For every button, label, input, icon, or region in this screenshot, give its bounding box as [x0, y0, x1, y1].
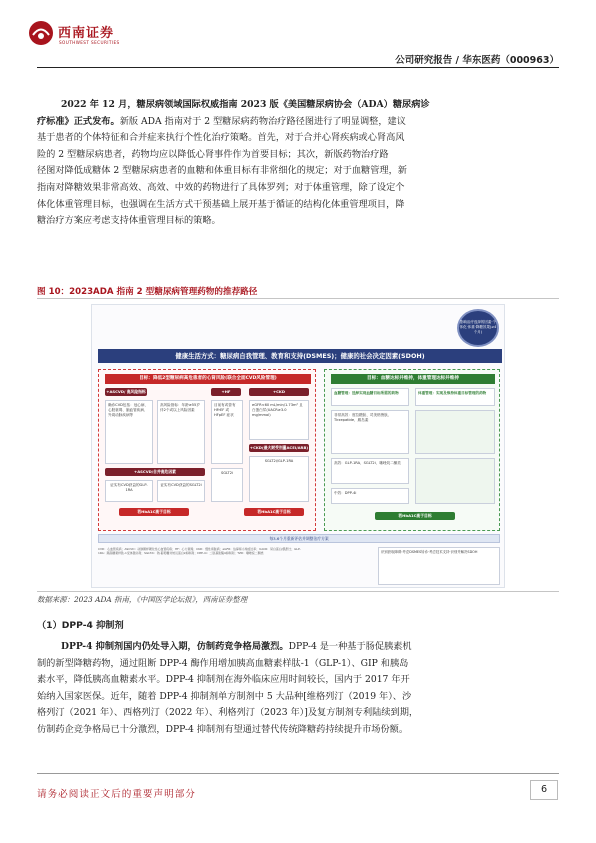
figure-bottom-divider — [37, 591, 559, 592]
glp1-cvd-box: 证实有CVD获益的GLP-1RA — [105, 480, 153, 502]
logo-mark-icon — [28, 20, 54, 46]
guideline-flowchart — [91, 304, 505, 588]
weight-management-box: 体重管理：实现及维持体重目标管理的药物 — [415, 388, 495, 406]
dpp4-line: 仿制药企竞争格局已十分激烈，DPP-4 抑制剂有望通过替代传统降糖药持续提升市场份额。 — [37, 723, 409, 735]
logo-english-text: SOUTHWEST SECURITIES — [59, 40, 120, 45]
cardiorenal-goal-heading: 目标：降低2型糖尿病高危患者的心肾风险(联合全面CVD风险管理) — [105, 374, 311, 384]
hf-sglt2-box: SGLT2i — [211, 468, 243, 502]
figure-title: 图 10：2023ADA 指南 2 型糖尿病管理药物的推荐路径 — [37, 287, 258, 297]
ckd-drug-box: SGLT2i/GLP-1RA — [249, 456, 309, 502]
intro-paragraph — [37, 97, 559, 230]
weight-options-box — [415, 410, 495, 454]
intro-line: 指南对降糖效果非常高效、高效、中效的药物进行了具体罗列；对于体重管理，除了设定个 — [37, 181, 405, 193]
ascvd-risk-pill: +ASCVD/合并高危因素 — [105, 468, 205, 476]
hf-pill: +HF — [211, 388, 241, 396]
hf-definition-box: 目前有或曾有 HFrEF 或 HFpEF 症状 — [211, 400, 243, 464]
logo-chinese-text: 西南证券 — [58, 26, 115, 41]
footer-disclaimer: 请务必阅读正文后的重要声明部分 — [37, 789, 196, 800]
ckd-pill: +CKD — [249, 388, 309, 396]
dpp4-line: 始纳入国家医保。近年，随着 DPP-4 抑制剂单方制剂中 5 大品种[维格列汀（2019 年）、沙 — [37, 690, 412, 702]
ckd-definition-box: eGFR<60 mL/min/1.73m² 且白蛋白尿(UACR≥3.0 mg/mmol) — [249, 400, 309, 440]
intro-line: 疗标准》正式发布。新版 ADA 指南对于 2 型糖尿病药物治疗路径图进行了明显调整，建议 — [37, 115, 406, 127]
sglt2-cvd-box: 证实有CVD获益的SGLT2i — [157, 480, 205, 502]
right-hba1c-pill: 若HbA1C高于目标 — [375, 512, 455, 520]
reassess-bar: 每3-6个月重新评估并调整治疗方案 — [98, 534, 500, 543]
page-number: 6 — [530, 780, 558, 800]
high-efficacy-box: 高效：GLP-1RA、SGLT2i、噻唑烷二酮类 — [331, 458, 409, 484]
figure-source: 数据来源：2023 ADA 指南，《中国医学论坛报》，西南证券整理 — [37, 595, 248, 604]
intro-line: 2022 年 12 月，糖尿病领域国际权威指南 2023 版《美国糖尿病协会（ADA）糖尿病诊 — [61, 99, 430, 110]
glycemic-goal-panel — [324, 369, 500, 531]
glucose-management-box: 血糖管理：选择实现血糖目标所需的药物 — [331, 388, 409, 406]
intro-line: 径图对降低成糖体 2 型糖尿病患者的血糖和体重目标有非常细化的规定；对于血糖管理，新 — [37, 165, 407, 177]
flowchart-footnotes: CVD：心血管疾病；ASCVD：动脉粥样硬化性心血管疾病；HF：心力衰竭；CKD：慢性肾脏病；eGFR：估算肾小球滤过率；UACR：尿白蛋白/肌酐比；GLP-1RA：胰高糖素样肽-1受体激动剂；SGLT2i：钠-葡萄糖共转运蛋白2抑制剂；DPP-4i：二肽基肽酶4抑制剂；TZD：噻唑烷二酮类 — [98, 547, 301, 556]
glycemic-goal-heading: 目标：血糖达标并维持，体重管理达标并维持 — [331, 374, 495, 384]
flowchart-badge: 影响治疗选择的因素·个体化·体重·降糖效果(≥4个月) — [457, 309, 499, 347]
ascvd-pill: +ASCVD/ 高风险指标 — [106, 389, 146, 394]
ckd-ace-pill: +CKD(最大耐受剂量ACEI/ARB) — [249, 445, 309, 450]
barrier-checklist-box: 识别获取障碍·考虑DSMES转诊·考虑技术支持·识别并解决SDOH — [378, 547, 500, 585]
dpp4-line: DPP-4 抑制剂国内仍处导入期，仿制药竞争格局激烈。DPP-4 是一种基于肠促胰素机 — [61, 641, 412, 652]
intro-line: 体化体重管理目标，也强调在生活方式干预基础上展开基于循证的结构化体重管理项目，降 — [37, 198, 405, 210]
flowchart-banner: 健康生活方式：糖尿病自我管理、教育和支持(DSMES)；健康的社会决定因素(SDOH) — [98, 349, 502, 363]
footer-divider — [37, 773, 559, 774]
intro-line: 基于患者的个体特征和合并症来执行个性化治疗策略。首先，对于合并心肾疾病或心肾高风 — [37, 132, 405, 144]
cvd-definition-box: 确诊CVD包括：冠心病、心脏衰竭、脑血管疾病、外周动脉疾病等 — [105, 400, 153, 464]
section-heading: （1）DPP-4 抑制剂 — [37, 620, 124, 631]
dpp4-line: 素水平，降低胰高血糖素水平。DPP-4 抑制剂在海外临床应用时间较长，国内于 2017 年开 — [37, 674, 410, 686]
header-divider — [37, 67, 559, 68]
figure-title-divider — [37, 298, 559, 299]
intermediate-efficacy-box: 中效：DPP-4i — [331, 488, 409, 504]
intro-line: 险的 2 型糖尿病患者，药物均应以降低心肾事件作为首要目标；其次，新版药物治疗路 — [37, 148, 389, 160]
report-header-title: 公司研究报告 / 华东医药（000963） — [395, 55, 559, 66]
dpp4-paragraph — [37, 639, 559, 739]
left-hba1c-pill: 若HbA1C高于目标 — [119, 508, 189, 516]
dpp4-line: 制的新型降糖药物，通过阻断 DPP-4 酶作用增加胰高血糖素样肽-1（GLP-1）、GIP 和胰岛 — [37, 657, 409, 669]
weight-efficacy-box — [415, 458, 495, 504]
dpp4-line: 格列汀（2021 年）、西格列汀（2022 年）、利格列汀（2023 年）]及复方制剂专利陆续到期， — [37, 707, 419, 719]
cardiorenal-goal-panel — [98, 369, 316, 531]
company-logo — [28, 16, 138, 52]
left-hba1c-pill-2: 若HbA1C高于目标 — [244, 508, 304, 516]
very-high-efficacy-box: 非常高效：度拉糖肽、司美格鲁肽、Tirzepatide、胰岛素 — [331, 410, 409, 454]
intro-line: 糖治疗方案应考虑支持体重管理目标的策略。 — [37, 215, 221, 227]
high-risk-box: 高风险指标：年龄≥55岁伴2个或以上风险因素 — [157, 400, 205, 464]
